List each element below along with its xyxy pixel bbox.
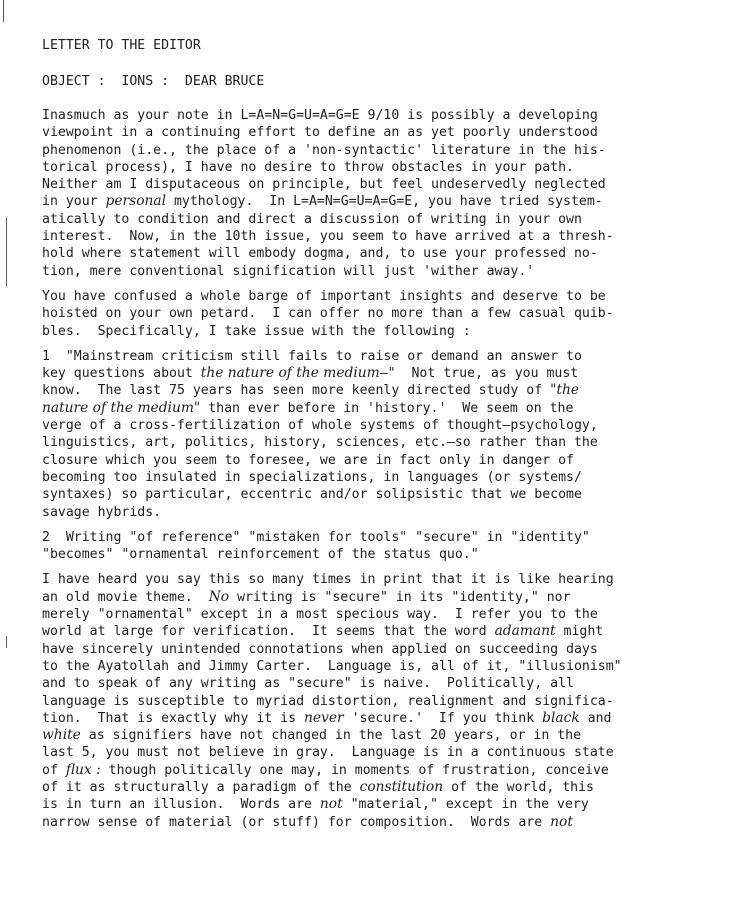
text-line: [42, 504, 702, 521]
letter-title: LETTER TO THE EDITOR: [42, 38, 201, 53]
text-line: [42, 546, 702, 563]
text-segment: linguistics, art, politics, history, sciences, etc.—so rather than the: [42, 435, 598, 451]
scan-mark-lower: [6, 636, 7, 648]
text-line: [42, 762, 702, 779]
text-segment: syntaxes) so particular, eccentric and/or solipsistic that we become: [42, 487, 582, 503]
text-line: [42, 288, 702, 305]
text-line: [42, 571, 702, 588]
text-line: [42, 176, 702, 193]
emphasis-text: flux :: [65, 761, 101, 778]
emphasis-text: constitution: [359, 778, 444, 795]
text-line: [42, 452, 702, 469]
text-line: [42, 211, 702, 228]
text-segment: Neither am I disputaceous on principle, but feel undeservedly neglected: [42, 177, 606, 193]
text-segment: an old movie theme.: [42, 589, 209, 605]
text-segment: is in turn an illusion. Words are: [42, 797, 320, 813]
text-segment: than ever before in 'history.' We seem on the: [200, 400, 574, 416]
text-line: [42, 400, 702, 417]
text-segment: and: [579, 710, 612, 726]
text-segment: You have confused a whole barge of important insights and deserve to be: [42, 288, 606, 304]
text-segment: hold where statement will embody dogma, and, to use your professed no-: [42, 246, 598, 262]
text-segment: I have heard you say this so many times in print that it is like hearing: [42, 572, 614, 588]
emphasis-text: not: [550, 813, 573, 830]
text-line: [42, 107, 702, 124]
object-line: OBJECT : IONS : DEAR BRUCE: [42, 74, 265, 89]
text-line: [42, 675, 702, 692]
text-segment: 2 Writing "of reference" "mistaken for tools" "secure" in "identity": [42, 529, 590, 545]
text-segment: language is susceptible to myriad distortion, realignment and significa-: [42, 693, 614, 709]
text-segment: though politically one may, in moments of frustration, conceive: [100, 762, 609, 778]
letter-paragraph: [42, 348, 702, 521]
text-segment: savage hybrids.: [42, 504, 162, 520]
text-segment: bles. Specifically, I take issue with the following :: [42, 323, 471, 339]
text-line: [42, 228, 702, 245]
letter-body: [42, 107, 702, 831]
text-segment: verge of a cross-fertilization of whole systems of thought—psychology,: [42, 418, 598, 434]
text-line: [42, 142, 702, 159]
text-line: [42, 623, 702, 640]
text-line: [42, 641, 702, 658]
text-segment: merely "ornamental" except in a most specious way. I refer you to the: [42, 607, 598, 623]
emphasis-text: black: [542, 709, 580, 726]
text-segment: "becomes" "ornamental reinforcement of the status quo.": [42, 547, 479, 563]
text-segment: as signifiers have not changed in the last 20 years, or in the: [80, 728, 582, 744]
text-line: [42, 658, 702, 675]
letter-page: [42, 36, 702, 839]
text-line: [42, 434, 702, 451]
text-line: [42, 606, 702, 623]
text-line: [42, 193, 702, 210]
text-segment: to the Ayatollah and Jimmy Carter. Language is, all of it, "illusionism": [42, 658, 622, 674]
text-segment: becoming too insulated in specializations, in languages (or systems/: [42, 469, 582, 485]
text-segment: of the world, this: [443, 779, 594, 795]
text-segment: might: [555, 624, 604, 640]
emphasis-text: the nature of the medium: [200, 365, 380, 382]
text-segment: phenomenon (i.e., the place of a 'non-syntactic' literature in the his-: [42, 142, 606, 158]
text-line: [42, 365, 702, 382]
text-segment: of it as structurally a paradigm of the: [42, 779, 360, 795]
text-segment: know. The last 75 years has seen more keenly directed study of: [42, 383, 551, 399]
letter-paragraph: [42, 288, 702, 340]
text-segment: —" Not true, as you must: [379, 366, 579, 382]
text-line: [42, 727, 702, 744]
letter-paragraph: [42, 571, 702, 830]
text-segment: interest. Now, in the 10th issue, you seem to have arrived at a thresh-: [42, 229, 614, 245]
text-segment: atically to condition and direct a discussion of writing in your own: [42, 211, 582, 227]
text-line: [42, 744, 702, 761]
text-segment: writing is "secure" in its "identity," nor: [229, 589, 571, 605]
text-segment: tion, mere conventional signification will just 'wither away.': [42, 263, 535, 279]
text-segment: mythology. In L=A=N=G=U=A=G=E, you have tried system-: [166, 194, 603, 210]
text-segment: key questions about: [42, 366, 201, 382]
text-segment: last 5, you must not believe in gray. Language is in a continuous state: [42, 745, 614, 761]
text-line: [42, 710, 702, 727]
text-line: [42, 529, 702, 546]
text-line: [42, 693, 702, 710]
text-segment: Inasmuch as your note in L=A=N=G=U=A=G=E 9/10 is possibly a developing: [42, 108, 598, 123]
text-segment: viewpoint in a continuing effort to define an as yet poorly understood: [42, 125, 598, 141]
text-line: [42, 814, 702, 831]
emphasis-text: white: [42, 727, 81, 744]
text-segment: "material," except in the very: [342, 797, 589, 813]
text-line: [42, 382, 702, 399]
text-segment: in your: [42, 194, 106, 210]
text-segment: and to speak of any writing as "secure" is naive. Politically, all: [42, 676, 574, 692]
text-line: [42, 323, 702, 340]
text-segment: have sincerely unintended connotations when applied on succeeding days: [42, 641, 598, 657]
text-line: [42, 305, 702, 322]
text-line: [42, 245, 702, 262]
text-segment: torical process), I have no desire to throw obstacles in your path.: [42, 159, 574, 175]
text-segment: closure which you seem to foresee, we are in fact only in danger of: [42, 452, 574, 468]
letter-paragraph: [42, 529, 702, 564]
emphasis-text: nature of the medium": [42, 399, 201, 416]
text-segment: world at large for verification. It seems that the word: [42, 624, 495, 640]
text-line: [42, 263, 702, 280]
text-segment: hoisted on your own petard. I can offer no more than a few casual quib-: [42, 306, 614, 322]
text-line: [42, 348, 702, 365]
text-segment: tion. That is exactly why it is: [42, 710, 305, 726]
emphasis-text: not: [319, 796, 343, 813]
scan-mark-middle: [6, 218, 7, 286]
text-line: [42, 159, 702, 176]
emphasis-text: "the: [550, 382, 580, 399]
text-segment: 1 "Mainstream criticism still fails to raise or demand an answer to: [42, 348, 582, 364]
text-segment: narrow sense of material (or stuff) for composition. Words are: [42, 814, 551, 830]
text-line: [42, 124, 702, 141]
text-line: [42, 779, 702, 796]
text-line: [42, 796, 702, 813]
emphasis-text: No: [208, 588, 230, 605]
emphasis-text: personal: [105, 193, 167, 210]
text-line: [42, 589, 702, 606]
text-segment: of: [42, 762, 66, 778]
emphasis-text: never: [304, 709, 344, 726]
text-segment: 'secure.' If you think: [343, 710, 543, 726]
text-line: [42, 469, 702, 486]
letter-paragraph: [42, 107, 702, 280]
text-line: [42, 486, 702, 503]
scan-mark-top: [3, 0, 4, 22]
text-line: [42, 417, 702, 434]
emphasis-text: adamant: [494, 623, 556, 640]
